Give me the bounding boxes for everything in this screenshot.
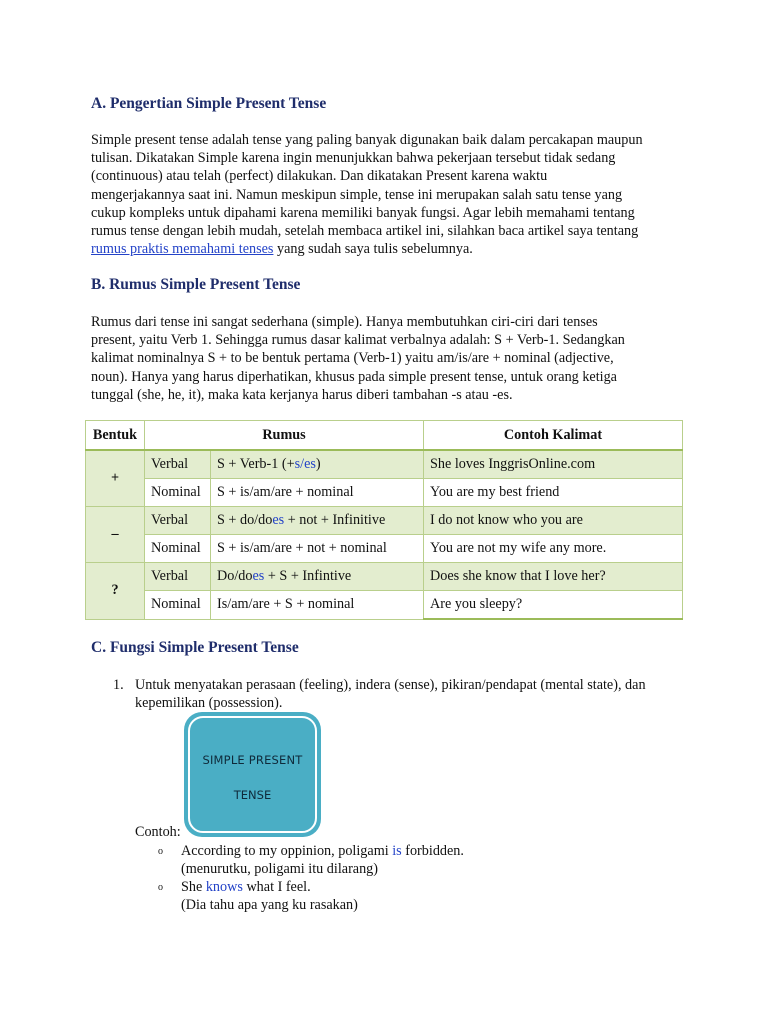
paragraph-line-last bbox=[91, 240, 691, 258]
type-cell: Verbal bbox=[145, 450, 211, 479]
header-rumus: Rumus bbox=[145, 421, 424, 451]
example-translation: (menurutku, poligami itu dilarang) bbox=[181, 861, 379, 878]
bullet-icon: o bbox=[158, 846, 163, 857]
table-row bbox=[86, 450, 683, 479]
contoh-cell: I do not know who you are bbox=[424, 507, 683, 535]
paragraph-line: cukup kompleks untuk dipahami karena memiliki banyak fungsi. Agar lebih memahami tentang bbox=[91, 204, 635, 221]
badge-text-line2: TENSE bbox=[233, 788, 272, 802]
sign-question: ? bbox=[86, 563, 145, 620]
section-a-paragraph bbox=[91, 131, 691, 258]
section-a-heading: A. Pengertian Simple Present Tense bbox=[91, 95, 327, 112]
tenses-article-link[interactable]: rumus praktis memahami tenses bbox=[91, 241, 274, 258]
example-2 bbox=[181, 878, 358, 914]
badge-inner-border bbox=[188, 716, 317, 833]
table-row bbox=[86, 507, 683, 535]
table-row bbox=[86, 535, 683, 563]
section-b-heading: B. Rumus Simple Present Tense bbox=[91, 276, 301, 293]
type-cell: Verbal bbox=[145, 563, 211, 591]
table-header-row bbox=[86, 421, 683, 451]
paragraph-line: mengerjakannya saat ini. Namun meskipun simple, tense ini merupakan salah satu tense yang bbox=[91, 186, 623, 203]
paragraph-line: (continuous) atau telah (perfect) dilakukan. Dan dikatakan Present karena waktu bbox=[91, 168, 548, 185]
type-cell: Nominal bbox=[145, 591, 211, 620]
example-sentence: She knows what I feel. bbox=[181, 879, 311, 895]
rumus-cell: Do/does + S + Infintive bbox=[211, 563, 424, 591]
table-row bbox=[86, 479, 683, 507]
badge-text-line1: SIMPLE PRESENT bbox=[202, 753, 303, 767]
formula-table bbox=[85, 420, 683, 620]
type-cell: Nominal bbox=[145, 535, 211, 563]
contoh-cell: Does she know that I love her? bbox=[424, 563, 683, 591]
paragraph-line: Rumus dari tense ini sangat sederhana (simple). Hanya membutuhkan ciri-ciri dari tenses bbox=[91, 314, 598, 330]
contoh-cell: Are you sleepy? bbox=[424, 591, 683, 620]
paragraph-line: Simple present tense adalah tense yang paling banyak digunakan baik dalam percakapan maupun bbox=[91, 132, 643, 148]
type-cell: Nominal bbox=[145, 479, 211, 507]
bullet-icon: o bbox=[158, 882, 163, 893]
rumus-cell: S + do/does + not + Infinitive bbox=[211, 507, 424, 535]
type-cell: Verbal bbox=[145, 507, 211, 535]
sign-negative: – bbox=[86, 507, 145, 563]
sign-positive: + bbox=[86, 450, 145, 507]
table-row bbox=[86, 563, 683, 591]
header-contoh: Contoh Kalimat bbox=[424, 421, 683, 451]
contoh-label: Contoh: bbox=[135, 824, 181, 840]
paragraph-line: present, yaitu Verb 1. Sehingga rumus dasar kalimat verbalnya adalah: S + Verb-1. Sedangkan bbox=[91, 332, 625, 349]
section-c-heading: C. Fungsi Simple Present Tense bbox=[91, 639, 299, 656]
example-sentence: According to my oppinion, poligami is forbidden. bbox=[181, 843, 464, 859]
list-number: 1. bbox=[113, 677, 124, 693]
link-trailing-text: yang sudah saya tulis sebelumnya. bbox=[273, 241, 473, 258]
list-item-text: Untuk menyatakan perasaan (feeling), indera (sense), pikiran/pendapat (mental state), dan kepemilikan (possession). bbox=[135, 677, 646, 712]
paragraph-line: rumus tense dengan lebih mudah, setelah membaca artikel ini, silahkan baca artikel saya tentang bbox=[91, 223, 639, 240]
paragraph-line: tulisan. Dikatakan Simple karena ingin menunjukkan bahwa pekerjaan tersebut tidak sedang bbox=[91, 150, 616, 167]
contoh-cell: She loves InggrisOnline.com bbox=[424, 450, 683, 479]
contoh-cell: You are not my wife any more. bbox=[424, 535, 683, 563]
section-b-paragraph bbox=[91, 313, 691, 404]
rumus-cell: S + is/am/are + not + nominal bbox=[211, 535, 424, 563]
paragraph-line: tunggal (she, he, it), maka kata kerjanya harus diberi tambahan -s atau -es. bbox=[91, 386, 513, 403]
rumus-cell: Is/am/are + S + nominal bbox=[211, 591, 424, 620]
simple-present-tense-badge bbox=[184, 712, 321, 837]
rumus-cell: S + Verb-1 (+s/es) bbox=[211, 450, 424, 479]
contoh-cell: You are my best friend bbox=[424, 479, 683, 507]
rumus-cell: S + is/am/are + nominal bbox=[211, 479, 424, 507]
paragraph-line: noun). Hanya yang harus diperhatikan, khusus pada simple present tense, untuk orang ketiga bbox=[91, 368, 617, 385]
paragraph-line: kalimat nominalnya S + to be bentuk pertama (Verb-1) yaitu am/is/are + nominal (adjective, bbox=[91, 350, 614, 367]
header-bentuk: Bentuk bbox=[86, 421, 145, 451]
example-translation: (Dia tahu apa yang ku rasakan) bbox=[181, 897, 358, 914]
example-1 bbox=[181, 842, 464, 878]
table-row bbox=[86, 591, 683, 620]
